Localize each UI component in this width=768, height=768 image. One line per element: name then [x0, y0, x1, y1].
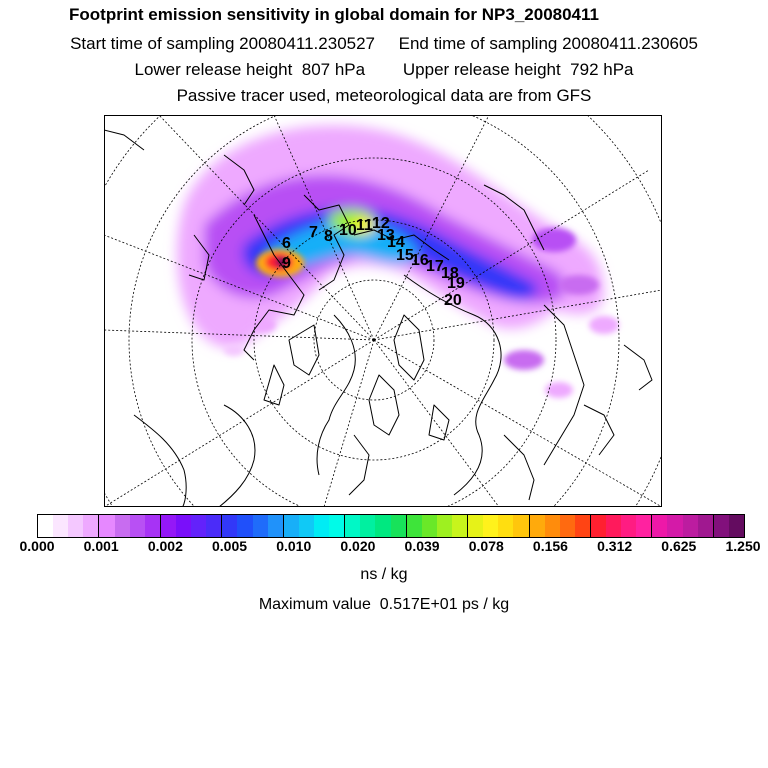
colorbar-segment: [329, 515, 345, 537]
trajectory-label: 15: [396, 247, 414, 264]
colorbar-tick-label: 0.020: [340, 538, 376, 554]
colorbar-segment: [636, 515, 652, 537]
trajectory-label: 10: [339, 222, 357, 239]
colorbar-segment: [284, 515, 299, 537]
colorbar-segment: [545, 515, 560, 537]
trajectory-label: 18: [441, 265, 459, 282]
colorbar-tick-label: 0.001: [83, 538, 119, 554]
tracer-note: Passive tracer used, meteorological data are from GFS: [176, 86, 592, 105]
colorbar-segment: [621, 515, 636, 537]
colorbar-tick-label: 1.250: [725, 538, 761, 554]
trajectory-label: 11: [356, 217, 373, 234]
trajectory-label: 8: [324, 228, 333, 245]
colorbar-segment: [130, 515, 145, 537]
colorbar-tick-label: 0.005: [212, 538, 248, 554]
colorbar-segment: [360, 515, 375, 537]
colorbar-segment: [206, 515, 222, 537]
colorbar-segment: [314, 515, 329, 537]
trajectory-label: 19: [447, 275, 465, 292]
trajectory-label: 12: [372, 215, 390, 232]
colorbar-segment: [729, 515, 744, 537]
colorbar-segment: [714, 515, 729, 537]
colorbar-segment: [222, 515, 237, 537]
colorbar-segment: [299, 515, 314, 537]
colorbar-segment: [191, 515, 206, 537]
colorbar-segment: [53, 515, 68, 537]
colorbar-tick-label: 0.625: [661, 538, 697, 554]
colorbar-segment: [483, 515, 498, 537]
colorbar-segment: [83, 515, 99, 537]
colorbar-segment: [345, 515, 360, 537]
colorbar-segment: [375, 515, 390, 537]
colorbar-segment: [683, 515, 698, 537]
colorbar-segment: [591, 515, 606, 537]
trajectory-label: 20: [444, 292, 462, 309]
colorbar-segment: [652, 515, 667, 537]
colorbar-segment: [253, 515, 268, 537]
colorbar-unit: ns / kg: [360, 566, 408, 583]
colorbar-segment: [698, 515, 714, 537]
trajectory-label: 17: [426, 258, 444, 275]
colorbar-segment: [530, 515, 545, 537]
colorbar-segment: [468, 515, 483, 537]
footprint-map: [104, 115, 662, 507]
trajectory-label: 9: [282, 255, 291, 272]
colorbar-segment: [498, 515, 513, 537]
colorbar-segment: [452, 515, 468, 537]
colorbar-segment: [513, 515, 529, 537]
colorbar-segment: [667, 515, 682, 537]
colorbar-segment: [145, 515, 161, 537]
colorbar-segment: [391, 515, 407, 537]
colorbar-segment: [115, 515, 130, 537]
colorbar: [37, 514, 745, 538]
trajectory-label: 7: [309, 224, 318, 241]
colorbar-segment: [268, 515, 284, 537]
maximum-value: Maximum value 0.517E+01 ps / kg: [258, 596, 510, 613]
colorbar-segment: [161, 515, 176, 537]
colorbar-segment: [422, 515, 437, 537]
colorbar-tick-label: 0.000: [19, 538, 55, 554]
trajectory-label: 13: [377, 227, 395, 244]
colorbar-segment: [407, 515, 422, 537]
colorbar-tick-label: 0.002: [147, 538, 183, 554]
colorbar-segment: [575, 515, 591, 537]
trajectory-label: 16: [411, 252, 429, 269]
map-panel: [104, 115, 662, 507]
colorbar-segment: [606, 515, 621, 537]
map-title: Footprint emission sensitivity in global domain for NP3_20080411: [69, 5, 599, 24]
colorbar-segment: [99, 515, 114, 537]
release-heights: Lower release height 807 hPa Upper release height 792 hPa: [134, 60, 634, 79]
trajectory-label: 14: [387, 234, 405, 251]
colorbar-segment: [68, 515, 83, 537]
colorbar-tick-label: 0.039: [404, 538, 440, 554]
colorbar-segment: [38, 515, 53, 537]
colorbar-segment: [237, 515, 252, 537]
colorbar-tick-label: 0.010: [276, 538, 312, 554]
colorbar-tick-label: 0.312: [597, 538, 633, 554]
colorbar-segment: [176, 515, 191, 537]
sampling-times: Start time of sampling 20080411.230527 End time of sampling 20080411.230605: [70, 34, 698, 53]
colorbar-segment: [560, 515, 575, 537]
colorbar-segment: [437, 515, 452, 537]
colorbar-tick-label: 0.156: [532, 538, 568, 554]
colorbar-tick-label: 0.078: [468, 538, 504, 554]
trajectory-label: 6: [282, 235, 291, 252]
